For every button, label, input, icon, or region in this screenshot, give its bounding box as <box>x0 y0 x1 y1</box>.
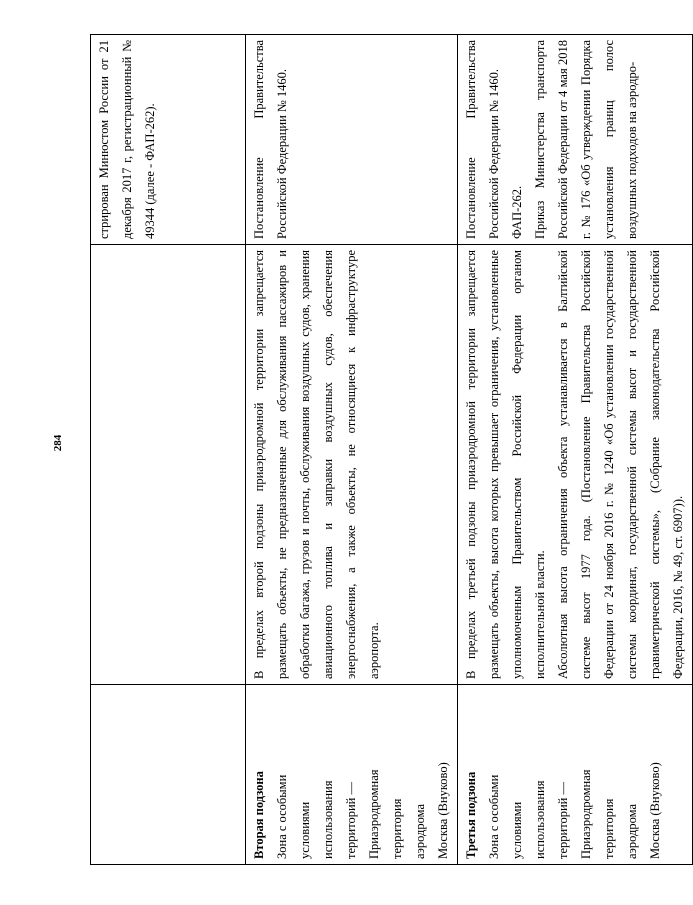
restriction-paragraph: В пределах второй подзоны приаэродромной территории запрещается размещать объекты, не предназначенные для обслуживания пассажиров и обработки багажа, грузов и почты, обслуживания воздушных судов, хранения авиационного топлива и заправки воздушных судов, обеспечения энергоснабжения, а также объекты, не относящиеся к инфраструктуре аэропорта. <box>252 250 381 679</box>
table-row-second-subzone <box>246 35 458 865</box>
table-row-continuation <box>91 35 246 865</box>
zone-line: территория <box>602 798 616 859</box>
zone-line: территорий — <box>556 781 570 859</box>
basis-paragraph: Приказ Министерства транспорта Российской Федерации от 4 мая 2018 г. № 176 «Об утверждении Порядка установления границ полос воздушных подходов на аэродро- <box>533 40 639 239</box>
rotated-table-container <box>90 35 685 865</box>
zone-line: Зона с особыми <box>275 774 289 859</box>
basis-paragraph: ФАП-262. <box>510 185 524 239</box>
basis-cell <box>458 35 693 245</box>
zone-line: условиями <box>510 801 524 859</box>
zone-title: Вторая подзона <box>252 771 266 859</box>
restriction-paragraph: Абсолютная высота ограничения объекта устанавливается в Балтийской системе высот 1977 года. (Постановление Правительства Российской Федерации от 24 ноября 2016 г. № 1240 «Об установлении государственной системы координат, государственной системы высот и государственной гравиметрической системы», (Собрание законодательства Российской Федерации, 2016, № 49, ст. 6907)). <box>556 250 685 679</box>
basis-paragraph: Постановление Правительства Российской Федерации № 1460. <box>464 40 501 239</box>
restriction-paragraph: В пределах третьей подзоны приаэродромной территории запрещается размещать объекты, высота которых превышает ограничения, установленные уполномоченным Правительством Российской Федерации органом исполнительной власти. <box>464 250 547 679</box>
zones-table <box>90 34 693 865</box>
zone-line: аэродрома <box>413 803 427 859</box>
basis-cell <box>246 35 458 245</box>
zone-line: территория <box>390 798 404 859</box>
page-number: 284 <box>52 434 64 452</box>
zone-line: Зона с особыми <box>487 774 501 859</box>
zone-cell <box>91 685 246 865</box>
zone-cell <box>458 685 693 865</box>
zone-cell <box>246 685 458 865</box>
basis-paragraph: Постановление Правительства Российской Федерации № 1460. <box>252 40 289 239</box>
zone-line: условиями <box>298 801 312 859</box>
zone-line: Приаэродромная <box>579 769 593 859</box>
zone-line: Москва (Внуково) <box>436 762 450 859</box>
zone-title: Третья подзона <box>464 771 478 859</box>
restriction-cell <box>91 245 246 685</box>
zone-line: использования <box>321 780 335 859</box>
basis-paragraph: стрирован Минюстом России от 21 декабря 2017 г, регистрационный № 49344 (далее - ФАП-262). <box>97 40 157 239</box>
zone-line: территорий — <box>344 781 358 859</box>
zone-line: аэродрома <box>625 803 639 859</box>
restriction-cell <box>458 245 693 685</box>
restriction-cell <box>246 245 458 685</box>
zone-line: Приаэродромная <box>367 769 381 859</box>
table-row-third-subzone <box>458 35 693 865</box>
zone-line: использования <box>533 780 547 859</box>
zone-line: Москва (Внуково) <box>648 762 662 859</box>
basis-cell <box>91 35 246 245</box>
